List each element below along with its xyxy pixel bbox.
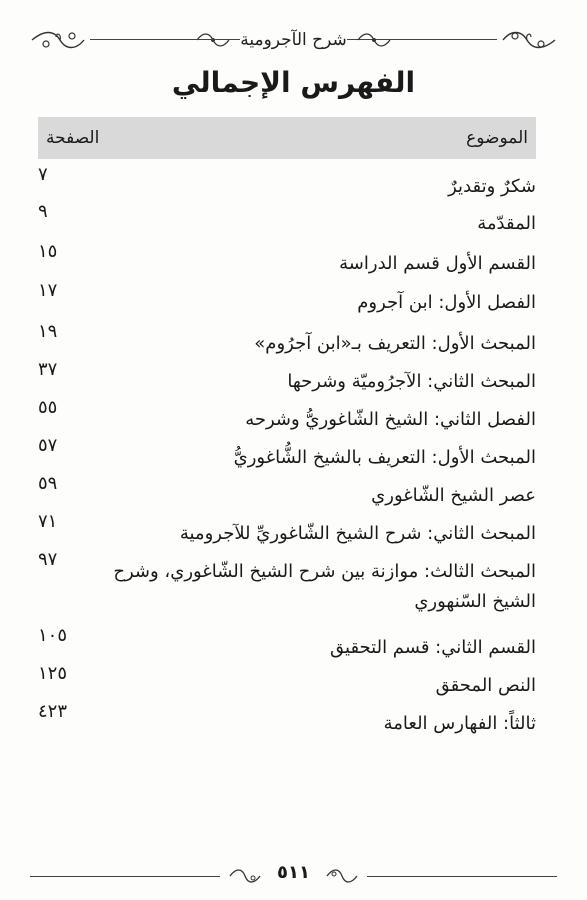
entry-page: ٧١	[38, 511, 58, 532]
page-number: ٥١١	[277, 862, 310, 883]
table-row	[38, 433, 536, 471]
table-row	[38, 278, 536, 319]
entry-page: ١٩	[38, 321, 58, 342]
table-row	[38, 699, 536, 737]
entry-topic: المبحث الأول: التعريف بـ«ابن آجرُوم»	[254, 333, 536, 354]
table-header	[38, 117, 536, 159]
entry-page: ٧	[38, 164, 48, 185]
flourish-ornament-icon	[30, 28, 86, 52]
entry-topic: الفصل الأول: ابن آجروم	[357, 292, 536, 313]
entry-page: ٥٧	[38, 435, 58, 456]
entry-topic: ثالثاً: الفهارس العامة	[383, 713, 536, 734]
entry-topic: القسم الأول قسم الدراسة	[339, 253, 536, 274]
page-title: الفهرس الإجمالي	[171, 66, 416, 99]
entry-page: ١٢٥	[38, 663, 68, 684]
table-row	[38, 239, 536, 278]
entry-topic: المبحث الثاني: شرح الشيخ الشّاغوريِّ للآجرومية	[179, 523, 536, 544]
table-row	[38, 357, 536, 395]
entry-topic: المبحث الثالث: موازنة بين شرح الشيخ الشّاغوري، وشرح الشيخ السّنهوري	[113, 561, 536, 612]
table-row	[38, 199, 536, 239]
table-row	[38, 319, 536, 357]
page-column-header: الصفحة	[46, 128, 100, 148]
entry-page: ٣٧	[38, 359, 58, 380]
flourish-ornament-icon	[501, 28, 557, 52]
page-footer	[30, 860, 557, 890]
topic-column-header: الموضوع	[466, 128, 528, 148]
entry-page: ٥٩	[38, 473, 58, 494]
index-table	[38, 162, 536, 737]
entry-page: ١٥	[38, 241, 58, 262]
entry-page: ٩	[38, 201, 48, 222]
table-row	[38, 547, 536, 623]
entry-page: ٥٥	[38, 397, 58, 418]
table-row	[38, 395, 536, 433]
entry-topic: القسم الثاني: قسم التحقيق	[330, 637, 536, 658]
flourish-ornament-icon	[228, 866, 262, 886]
table-row	[38, 623, 536, 661]
entry-topic: المقدّمة	[477, 213, 536, 234]
entry-page: ١٧	[38, 280, 58, 301]
entry-topic: عصر الشيخ الشّاغوري	[371, 485, 536, 506]
table-row	[38, 509, 536, 547]
entry-topic: المبحث الأول: التعريف بالشيخ الشُّاغوريُّ	[233, 447, 536, 468]
entry-page: ٩٧	[38, 549, 58, 570]
running-title: شرح الآجرومية	[240, 30, 347, 50]
entry-topic: النص المحقق	[435, 675, 536, 696]
table-row	[38, 661, 536, 699]
table-row	[38, 471, 536, 509]
entry-topic: شكرٌ وتقديرٌ	[448, 176, 536, 197]
entry-topic: المبحث الثاني: الآجرُوميّة وشرحها	[287, 371, 536, 392]
entry-page: ١٠٥	[38, 625, 68, 646]
entry-page: ٤٢٣	[38, 701, 68, 722]
footer-rule-left	[30, 876, 220, 877]
running-header	[30, 22, 557, 58]
flourish-ornament-icon	[195, 30, 231, 50]
header-rule-left	[90, 39, 240, 40]
flourish-ornament-icon	[356, 30, 392, 50]
table-row	[38, 162, 536, 199]
entry-topic: الفصل الثاني: الشيخ الشّاغوريُّ وشرحه	[245, 409, 536, 430]
